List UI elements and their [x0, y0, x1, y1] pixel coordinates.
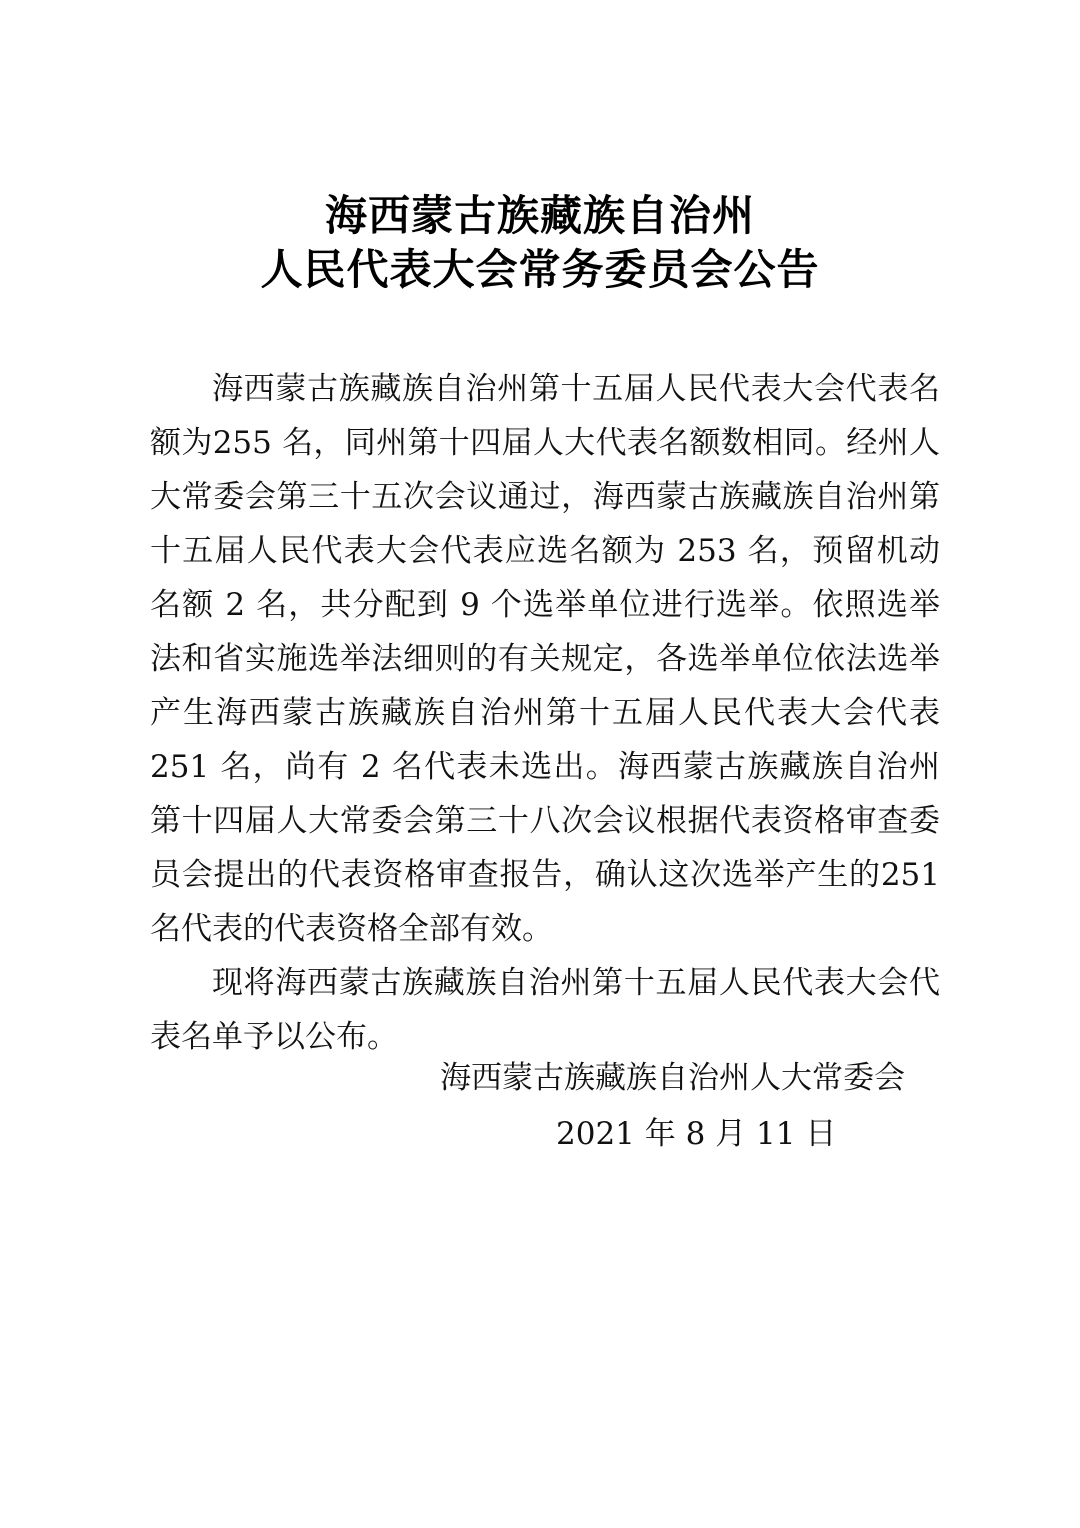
- document-body: [150, 362, 940, 1064]
- signature-block: [440, 1050, 920, 1162]
- title-line-1: 海西蒙古族藏族自治州: [324, 191, 755, 240]
- paragraph-1: 海西蒙古族藏族自治州第十五届人民代表大会代表名额为255 名，同州第十四届人大代表名额数相同。经州人大常委会第三十五次会议通过，海西蒙古族藏族自治州第十五届人民代表大会代表应选名额为 253 名，预留机动名额 2 名，共分配到 9 个选举单位进行选举。依照选举法和省实施选举法细则的有关规定，各选举单位依法选举产生海西蒙古族藏族自治州第十五届人民代表大会代表 251 名，尚有 2 名代表未选出。海西蒙古族藏族自治州第十四届人大常委会第三十八次会议根据代表资格审查委员会提出的代表资格审查报告，确认这次选举产生的251 名代表的代表资格全部有效。: [150, 371, 940, 947]
- paragraph-2: 现将海西蒙古族藏族自治州第十五届人民代表大会代表名单予以公布。: [150, 965, 940, 1055]
- signature-organization: 海西蒙古族藏族自治州人大常委会: [440, 1060, 905, 1096]
- signature-date: 2021 年 8 月 11 日: [556, 1116, 837, 1152]
- title-line-2: 人民代表大会常务委员会公告: [260, 245, 820, 294]
